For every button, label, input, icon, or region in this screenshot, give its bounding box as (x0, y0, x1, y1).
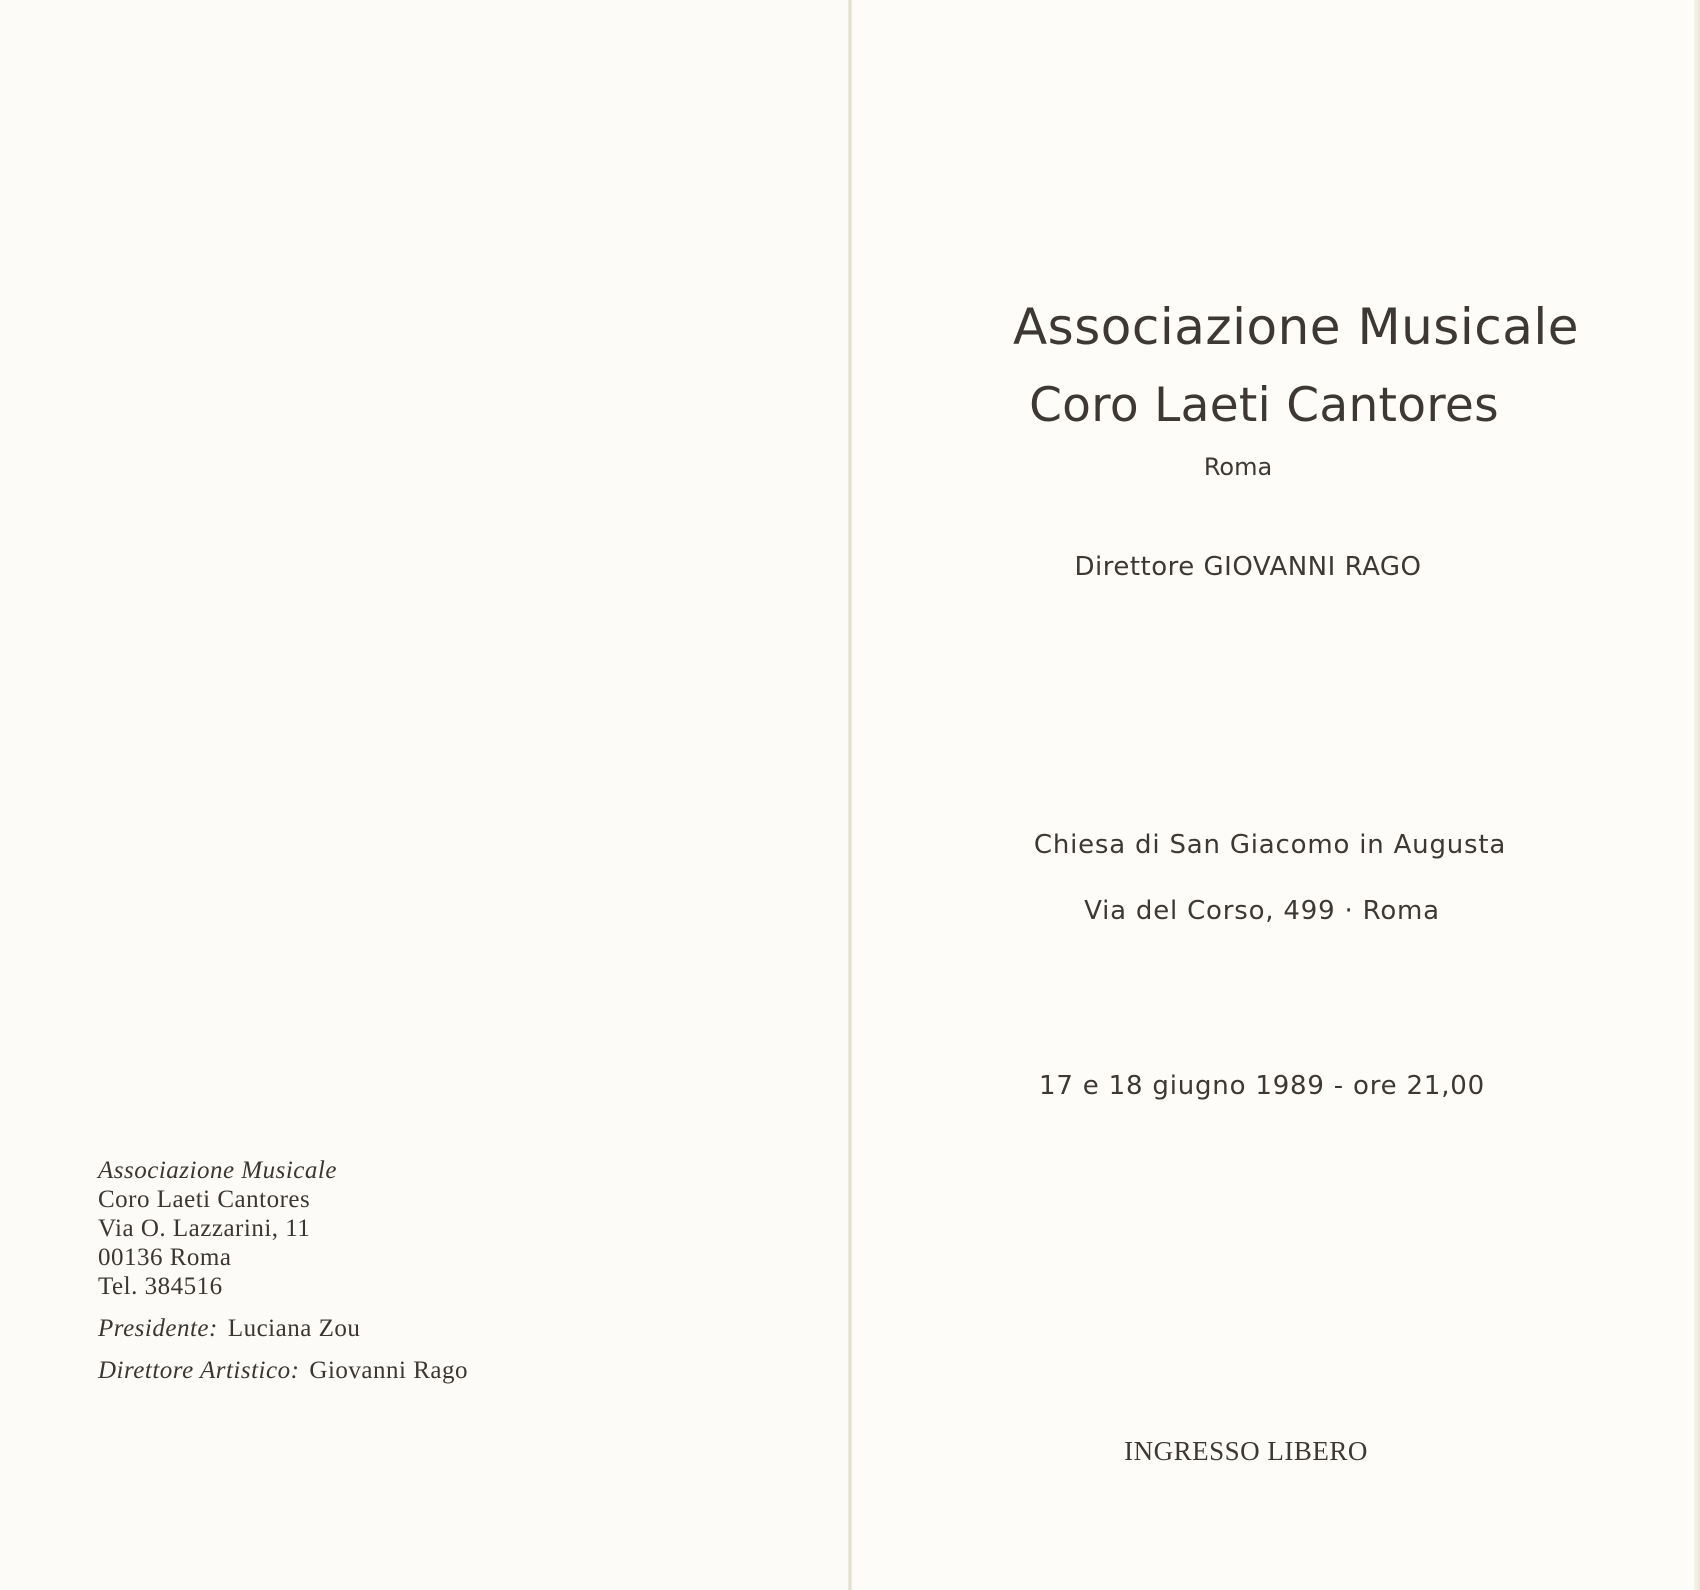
cover-city: Roma (1203, 453, 1273, 481)
org-phone: Tel. 384516 (98, 1273, 223, 1300)
cover-title-line2: Coro Laeti Cantores (1029, 378, 1499, 433)
artistic-director-line (98, 1356, 658, 1385)
org-name-line2: Coro Laeti Cantores (98, 1186, 311, 1213)
org-street: Via O. Lazzarini, 11 (98, 1215, 311, 1242)
cover-admission: INGRESSO LIBERO (1124, 1436, 1368, 1466)
cover-director: Direttore GIOVANNI RAGO (1074, 552, 1422, 582)
artistic-director-name: Giovanni Rago (309, 1357, 468, 1384)
cover-date-time: 17 e 18 giugno 1989 - ore 21,00 (1039, 1071, 1485, 1101)
president-line (98, 1314, 658, 1343)
cover-content (852, 0, 1700, 1590)
president-label: Presidente: (98, 1315, 218, 1342)
org-name-line1: Associazione Musicale (98, 1157, 337, 1184)
org-postal-city: 00136 Roma (98, 1244, 232, 1271)
cover-venue-address: Via del Corso, 499 · Roma (1084, 896, 1440, 926)
organization-address-block (98, 1156, 658, 1385)
cover-title-line1: Associazione Musicale (1012, 298, 1580, 356)
artistic-director-label: Direttore Artistico: (98, 1357, 300, 1384)
president-name: Luciana Zou (227, 1315, 361, 1342)
cover-venue: Chiesa di San Giacomo in Augusta (1033, 830, 1507, 860)
